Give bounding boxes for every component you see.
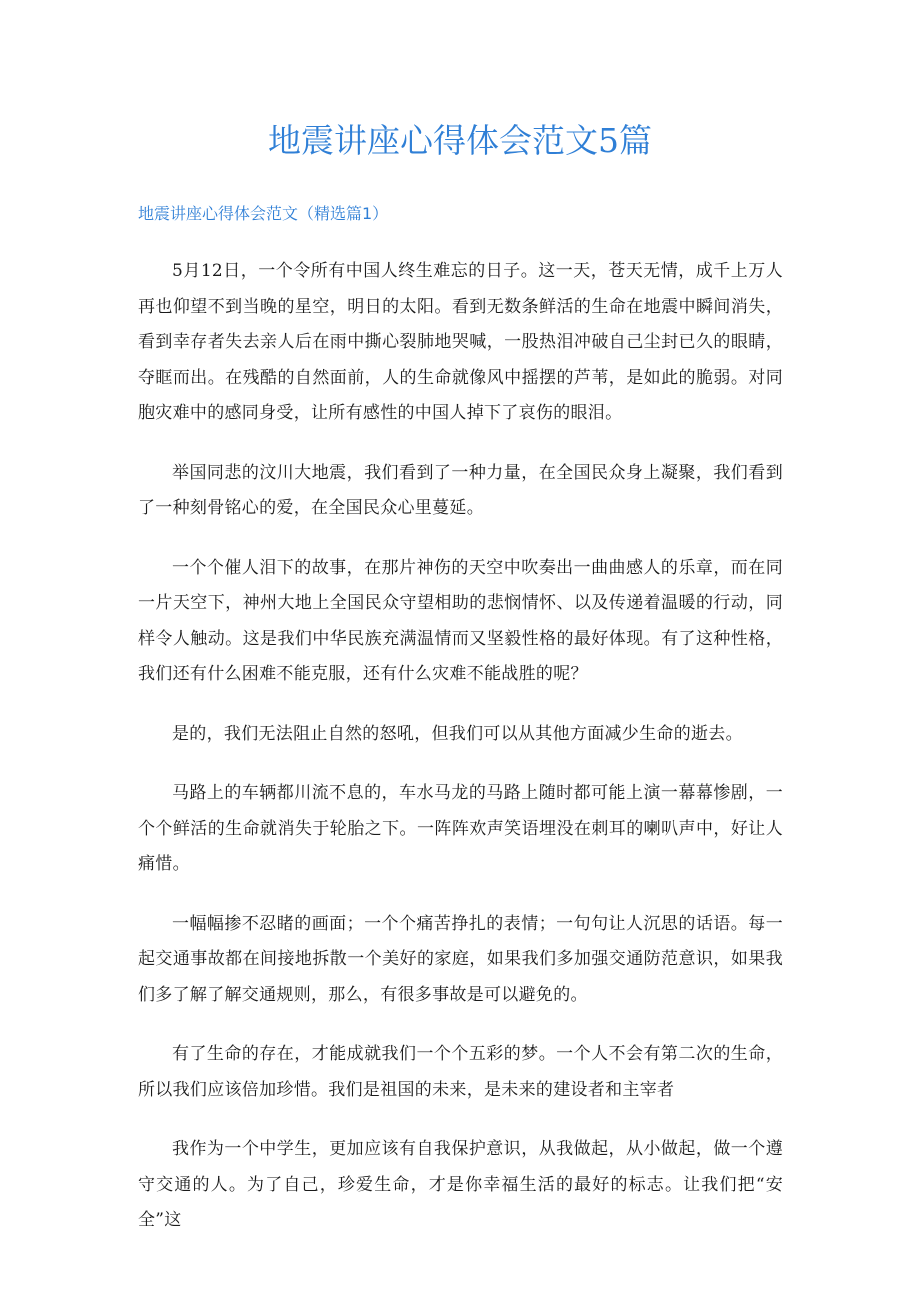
document-body: [138, 254, 783, 1263]
paragraph-3: 一个个催人泪下的故事，在那片神伤的天空中吹奏出一曲曲感人的乐章，而在同一片天空下，神州大地上全国民众守望相助的悲悯情怀、以及传递着温暖的行动，同样令人触动。这是我们中华民族充满温情而又坚毅性格的最好体现。有了这种性格，我们还有什么困难不能克服，还有什么灾难不能战胜的呢？: [138, 557, 783, 684]
paragraph-8: 我作为一个中学生，更加应该有自我保护意识，从我做起，从小做起，做一个遵守交通的人。为了自己，珍爱生命，才是你幸福生活的最好的标志。让我们把“安全”这: [138, 1139, 783, 1230]
document-title: 地震讲座心得体会范文5篇: [268, 121, 652, 160]
paragraph-1: 5月12日，一个令所有中国人终生难忘的日子。这一天，苍天无情，成千上万人再也仰望不到当晚的星空，明日的太阳。看到无数条鲜活的生命在地震中瞬间消失，看到幸存者失去亲人后在雨中撕心裂肺地哭喊，一股热泪冲破自己尘封已久的眼睛，夺眶而出。在残酷的自然面前，人的生命就像风中摇摆的芦苇，是如此的脆弱。对同胞灾难中的感同身受，让所有感性的中国人掉下了哀伤的眼泪。: [138, 261, 783, 423]
paragraph-7: 有了生命的存在，才能成就我们一个个五彩的梦。一个人不会有第二次的生命，所以我们应该倍加珍惜。我们是祖国的未来，是未来的建设者和主宰者: [138, 1044, 783, 1100]
paragraph-5: 马路上的车辆都川流不息的，车水马龙的马路上随时都可能上演一幕幕惨剧，一个个鲜活的生命就消失于轮胎之下。一阵阵欢声笑语埋没在刺耳的喇叭声中，好让人痛惜。: [138, 783, 783, 874]
paragraph-6: 一幅幅掺不忍睹的画面；一个个痛苦挣扎的表情；一句句让人沉思的话语。每一起交通事故都在间接地拆散一个美好的家庭，如果我们多加强交通防范意识，如果我们多了解了解交通规则，那么，有很多事故是可以避免的。: [138, 913, 783, 1005]
paragraph-4: 是的，我们无法阻止自然的怒吼，但我们可以从其他方面减少生命的逝去。: [172, 723, 743, 744]
section-heading: 地震讲座心得体会范文（精选篇1）: [138, 204, 389, 223]
paragraph-2: 举国同悲的汶川大地震，我们看到了一种力量，在全国民众身上凝聚，我们看到了一种刻骨铭心的爱，在全国民众心里蔓延。: [138, 462, 783, 518]
